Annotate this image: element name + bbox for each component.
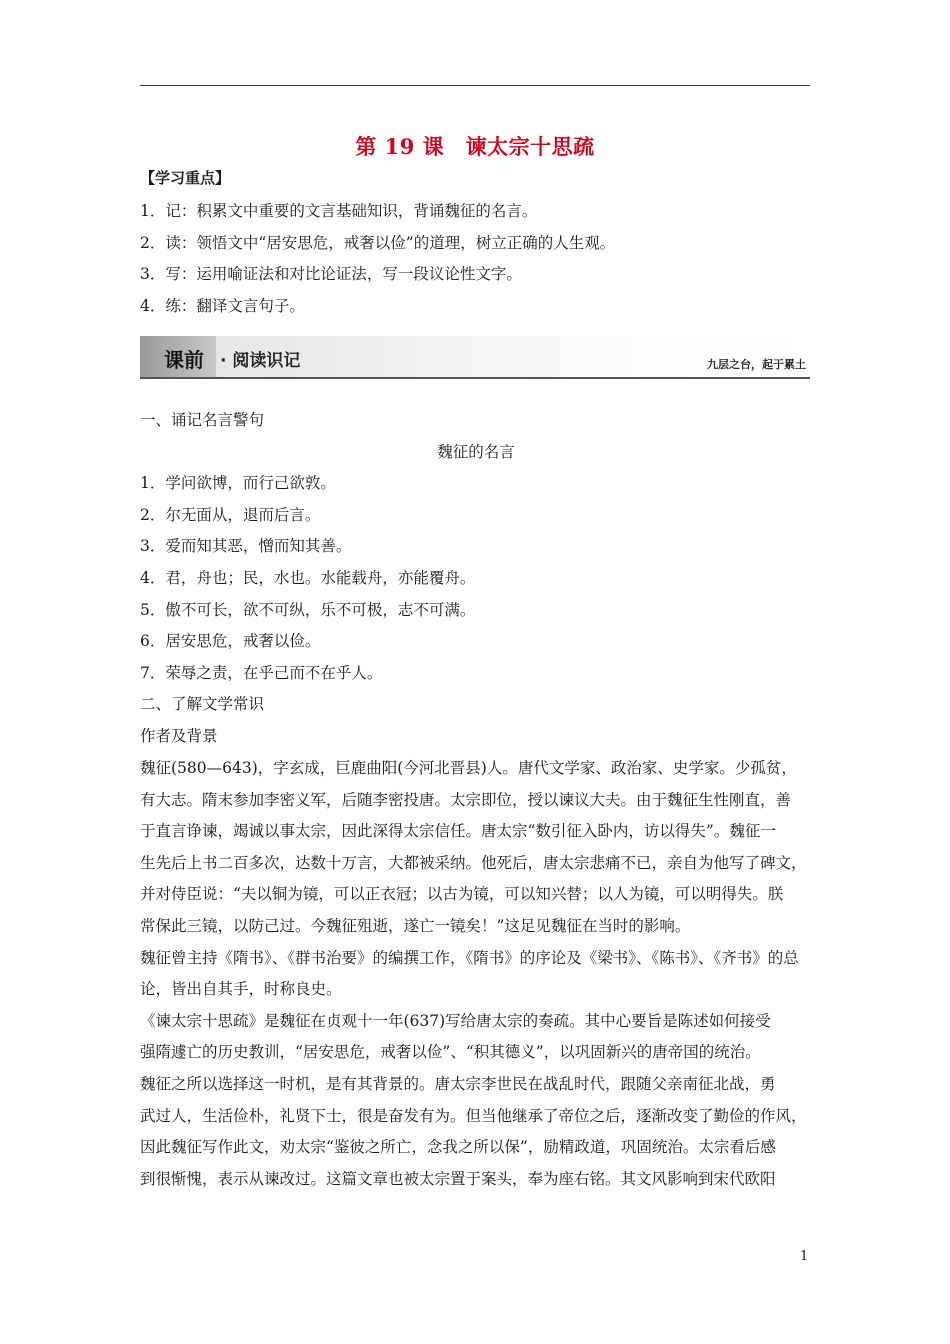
header-rule xyxy=(140,85,810,86)
text-line: 有大志。隋末参加李密义军，后随李密投唐。太宗即位，授以谏议大夫。由于魏征生性刚直，善 xyxy=(140,790,792,809)
section-banner xyxy=(140,336,810,378)
text-line: 并对侍臣说：“夫以铜为镜，可以正衣冠；以古为镜，可以知兴替；以人为镜，可以明得失。朕 xyxy=(140,885,784,904)
quote-item: 3．爱而知其恶，憎而知其善。 xyxy=(140,537,352,556)
page-number: 1 xyxy=(800,1249,809,1264)
text-line: 到很惭愧，表示从谏改过。这篇文章也被太宗置于案头，奉为座右铭。其文风影响到宋代欧阳 xyxy=(140,1169,776,1188)
banner-motto: 九层之台，起于累土 xyxy=(707,358,806,371)
focus-item: 2．读：领悟文中“居安思危，戒奢以俭”的道理，树立正确的人生观。 xyxy=(140,233,616,252)
quotes-subtitle: 魏征的名言 xyxy=(437,442,515,461)
quote-item: 1．学问欲博，而行己欲敦。 xyxy=(140,474,336,493)
quote-item: 4．君，舟也；民，水也。水能载舟，亦能覆舟。 xyxy=(140,568,476,587)
lesson-title: 第 19 课 谏太宗十思疏 xyxy=(355,134,595,159)
text-line: 魏征之所以选择这一时机，是有其背景的。唐太宗李世民在战乱时代，跟随父亲南征北战，勇 xyxy=(140,1074,776,1093)
text-line: 《谏太宗十思疏》是魏征在贞观十一年(637)写给唐太宗的奏疏。其中心要旨是陈述如何接受 xyxy=(140,1011,771,1030)
banner-sub-label: · 阅读识记 xyxy=(220,351,301,371)
focus-item: 3．写：运用喻证法和对比论证法，写一段议论性文字。 xyxy=(140,265,522,284)
focus-item: 4．练：翻译文言句子。 xyxy=(140,296,305,315)
study-focus-list xyxy=(140,196,812,322)
text-line: 魏征(580—643)，字玄成，巨鹿曲阳(今河北晋县)人。唐代文学家、政治家、史学家。少孤贫， xyxy=(140,759,797,777)
text-line: 因此魏征写作此文，劝太宗“鉴彼之所亡，念我之所以保”，励精政道，巩固统治。太宗看后感 xyxy=(140,1138,776,1157)
banner-main-label: 课前 xyxy=(164,348,204,372)
text-line: 于直言诤谏，竭诚以事太宗，因此深得太宗信任。唐太宗“数引征入卧内，访以得失”。魏征一 xyxy=(140,822,776,841)
quote-item: 2．尔无面从，退而后言。 xyxy=(140,505,321,524)
text-line: 论，皆出自其手，时称良史。 xyxy=(140,980,342,999)
text-line: 常保此三镜，以防己过。今魏征殂逝，遂亡一镜矣！”这足见魏征在当时的影响。 xyxy=(140,916,691,935)
author-background-heading: 作者及背景 xyxy=(140,726,218,745)
text-line: 武过人，生活俭朴，礼贤下士，很是奋发有为。但当他继承了帝位之后，逐渐改变了勤俭的作风， xyxy=(140,1106,807,1125)
section-1 xyxy=(140,405,812,753)
quote-item: 6．居安思危，戒奢以俭。 xyxy=(140,632,321,651)
banner-rule xyxy=(140,377,810,379)
section-1-heading: 一、诵记名言警句 xyxy=(140,411,265,429)
text-line: 魏征曾主持《隋书》、《群书治要》的编撰工作，《隋书》的序论及《梁书》、《陈书》、《齐书》的总 xyxy=(140,948,799,967)
quote-item: 7．荣辱之责，在乎己而不在乎人。 xyxy=(140,663,383,682)
focus-item: 1．记：积累文中重要的文言基础知识，背诵魏征的名言。 xyxy=(140,202,538,220)
author-background-text xyxy=(140,753,812,1195)
text-line: 生先后上书二百多次，达数十万言，大都被采纳。他死后，唐太宗悲痛不已，亲自为他写了碑文， xyxy=(140,853,807,872)
study-focus-heading: 【学习重点】 xyxy=(140,169,231,187)
section-2-heading: 二、了解文学常识 xyxy=(140,695,265,714)
text-line: 强隋遽亡的历史教训，“居安思危，戒奢以俭”、“积其德义”，以巩固新兴的唐帝国的统治。 xyxy=(140,1043,761,1062)
quote-item: 5．傲不可长，欲不可纵，乐不可极，志不可满。 xyxy=(140,600,476,619)
